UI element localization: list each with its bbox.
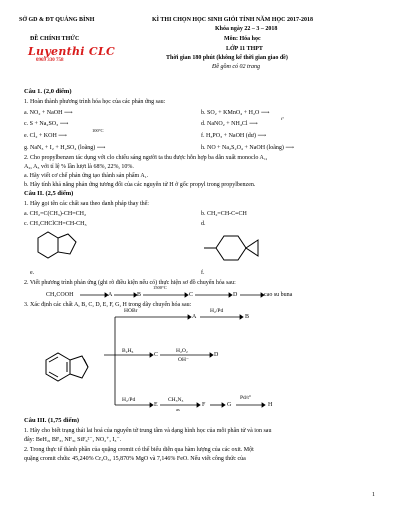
reagent-hobr: HOBr [124,308,138,314]
question-1-title: Câu 1. (2,0 điểm) [24,88,72,95]
q1-2a: a. Hãy viết cơ chế phản ứng tạo thành sản phẩm A₁. [24,173,149,179]
seq-condition: 1500°C [153,285,167,290]
question-2-title: Câu II. (2,5 điểm) [24,190,74,197]
structure-e [30,228,90,270]
reaction-f: f. H₃PO₃ + NaOH (dư) ⟶ [201,133,267,139]
q2-1: 1. Hãy gọi tên các chất sau theo danh pháp thay thế: [24,201,149,207]
exam-date: Khóa ngày 22 – 3 – 2018 [215,26,278,32]
exam-title: KÌ THI CHỌN HỌC SINH GIỎI TỈNH NĂM HỌC 2017-2018 [152,17,313,23]
reaction-b: b. SO₂ + KMnO₄ + H₂O ⟶ [201,110,270,116]
reagent-as: as [176,407,180,412]
scheme-h: H [268,402,273,408]
grade: LỚP 11 THPT [226,46,263,52]
reagent-h2pd-1: H₂/Pd [210,308,224,314]
scheme-d: D [214,352,219,358]
q1-2-line2: A₂, A₃ với tỉ lệ % lần lượt là 68%, 22%, 10%. [24,164,134,170]
scheme-f: F [202,402,206,408]
scheme-arrows [0,305,400,415]
compound-e-label: e. [30,270,35,276]
q1-2-line1: 2. Cho propylbenzen tác dụng với clo chiếu sáng người ta thu được hỗn hợp ba dẫn xuất monoclo A₁, [24,155,268,161]
seq-b: B [137,292,142,298]
page-count: Đề gồm có 02 trang [212,64,260,70]
question-3-title: Câu III. (1,75 điểm) [24,417,80,424]
scheme-c: C [154,352,159,358]
scheme-e: E [154,402,158,408]
reagent-pdt: Pd/t° [240,395,252,401]
q1-2b: b. Hãy tính khả năng phản ứng tương đối của các nguyên tử H ở gốc propyl trong propylbenzen. [24,182,256,188]
q2-2: 2. Viết phương trình phản ứng (ghi rõ điều kiện nếu có) thực hiện sơ đồ chuyển hóa sau: [24,280,236,286]
seq-c: C [189,292,194,298]
compound-f-label: f. [201,270,205,276]
q2-3: 3. Xác định các chất A, B, C, D, E, F, G, H trong dãy chuyển hóa sau: [24,302,192,308]
logo-phone: 0969 330 758 [36,58,64,63]
reaction-d: d. NaNO₂ + NH₄Cl ⟶ [201,121,258,127]
reaction-g: g. NaN₃ + I₂ + H₂SO₄ (loãng) ⟶ [24,145,106,151]
compound-a: a. CH₂=C(CH₃)-CH=CH₂ [24,211,87,217]
reagent-oh: OH⁻ [178,357,189,363]
reagent-b2h6: B₂H₆ [122,348,134,354]
reagent-h2pd-2: H₂/Pd [122,397,136,403]
reagent-h2o2: H₂O₂ [176,348,188,354]
subject: Môn: Hóa học [224,36,261,42]
seq-arrows [0,290,400,302]
scheme-a: A [192,314,197,320]
seq-d: D [233,292,238,298]
compound-b: b. CH₂=CH-C≡CH [201,211,247,217]
seq-start: CH₃COOH [46,292,74,298]
q3-2-line2: quặng cromit chứa: 45,240% Cr₂O₃, 15,870% MgO và 7,146% FeO. Nếu viết công thức của [24,456,246,462]
compound-d-label: d. [201,221,206,227]
reaction-c: c. S + Na₂SO₃ ⟶ [24,121,69,127]
page-number: 1 [372,492,375,498]
official-label: ĐỀ CHÍNH THỨC [30,36,80,42]
reaction-a: a. NO₂ + NaOH ⟶ [24,110,73,116]
structure-f [200,226,280,270]
q1-1: 1. Hoàn thành phương trình hóa học của các phản ứng sau: [24,99,166,105]
scheme-g: G [227,402,232,408]
logo-text: Luyenthi CLC [28,45,116,58]
q3-1-line2: đây: BeH₂, BF₃, NF₃, SiF₆²⁻, NO₂⁺, I₃⁻. [24,437,122,443]
reaction-d-condition: t° [281,116,285,121]
compound-c: c. CH₃CHClCH=CH-CH₃ [24,221,87,227]
reaction-h: h. NO + Na₂S₂O₄ + NaOH (loãng) ⟶ [201,145,294,151]
duration: Thời gian 180 phút (không kể thời gian giao đề) [166,55,288,61]
q3-2-line1: 2. Trong thực tế thành phần của quặng cromit có thể biểu diễn qua hàm lượng của các oxit. Một [24,447,254,453]
reagent-ch3n3: CH₃N₃ [168,397,184,403]
reaction-e-condition: 100°C [92,128,104,133]
scheme-b: B [245,314,250,320]
reaction-e: e. Cl₂ + KOH ⟶ [24,133,67,139]
q3-1-line1: 1. Hãy cho biết trạng thái lai hoá của nguyên tử trung tâm và dạng hình học của mỗi phân tử và ion sau [24,428,272,434]
department-name: SỞ GD & ĐT QUẢNG BÌNH [19,17,95,23]
seq-end: cao su buna [264,292,293,298]
seq-a: A [108,292,113,298]
